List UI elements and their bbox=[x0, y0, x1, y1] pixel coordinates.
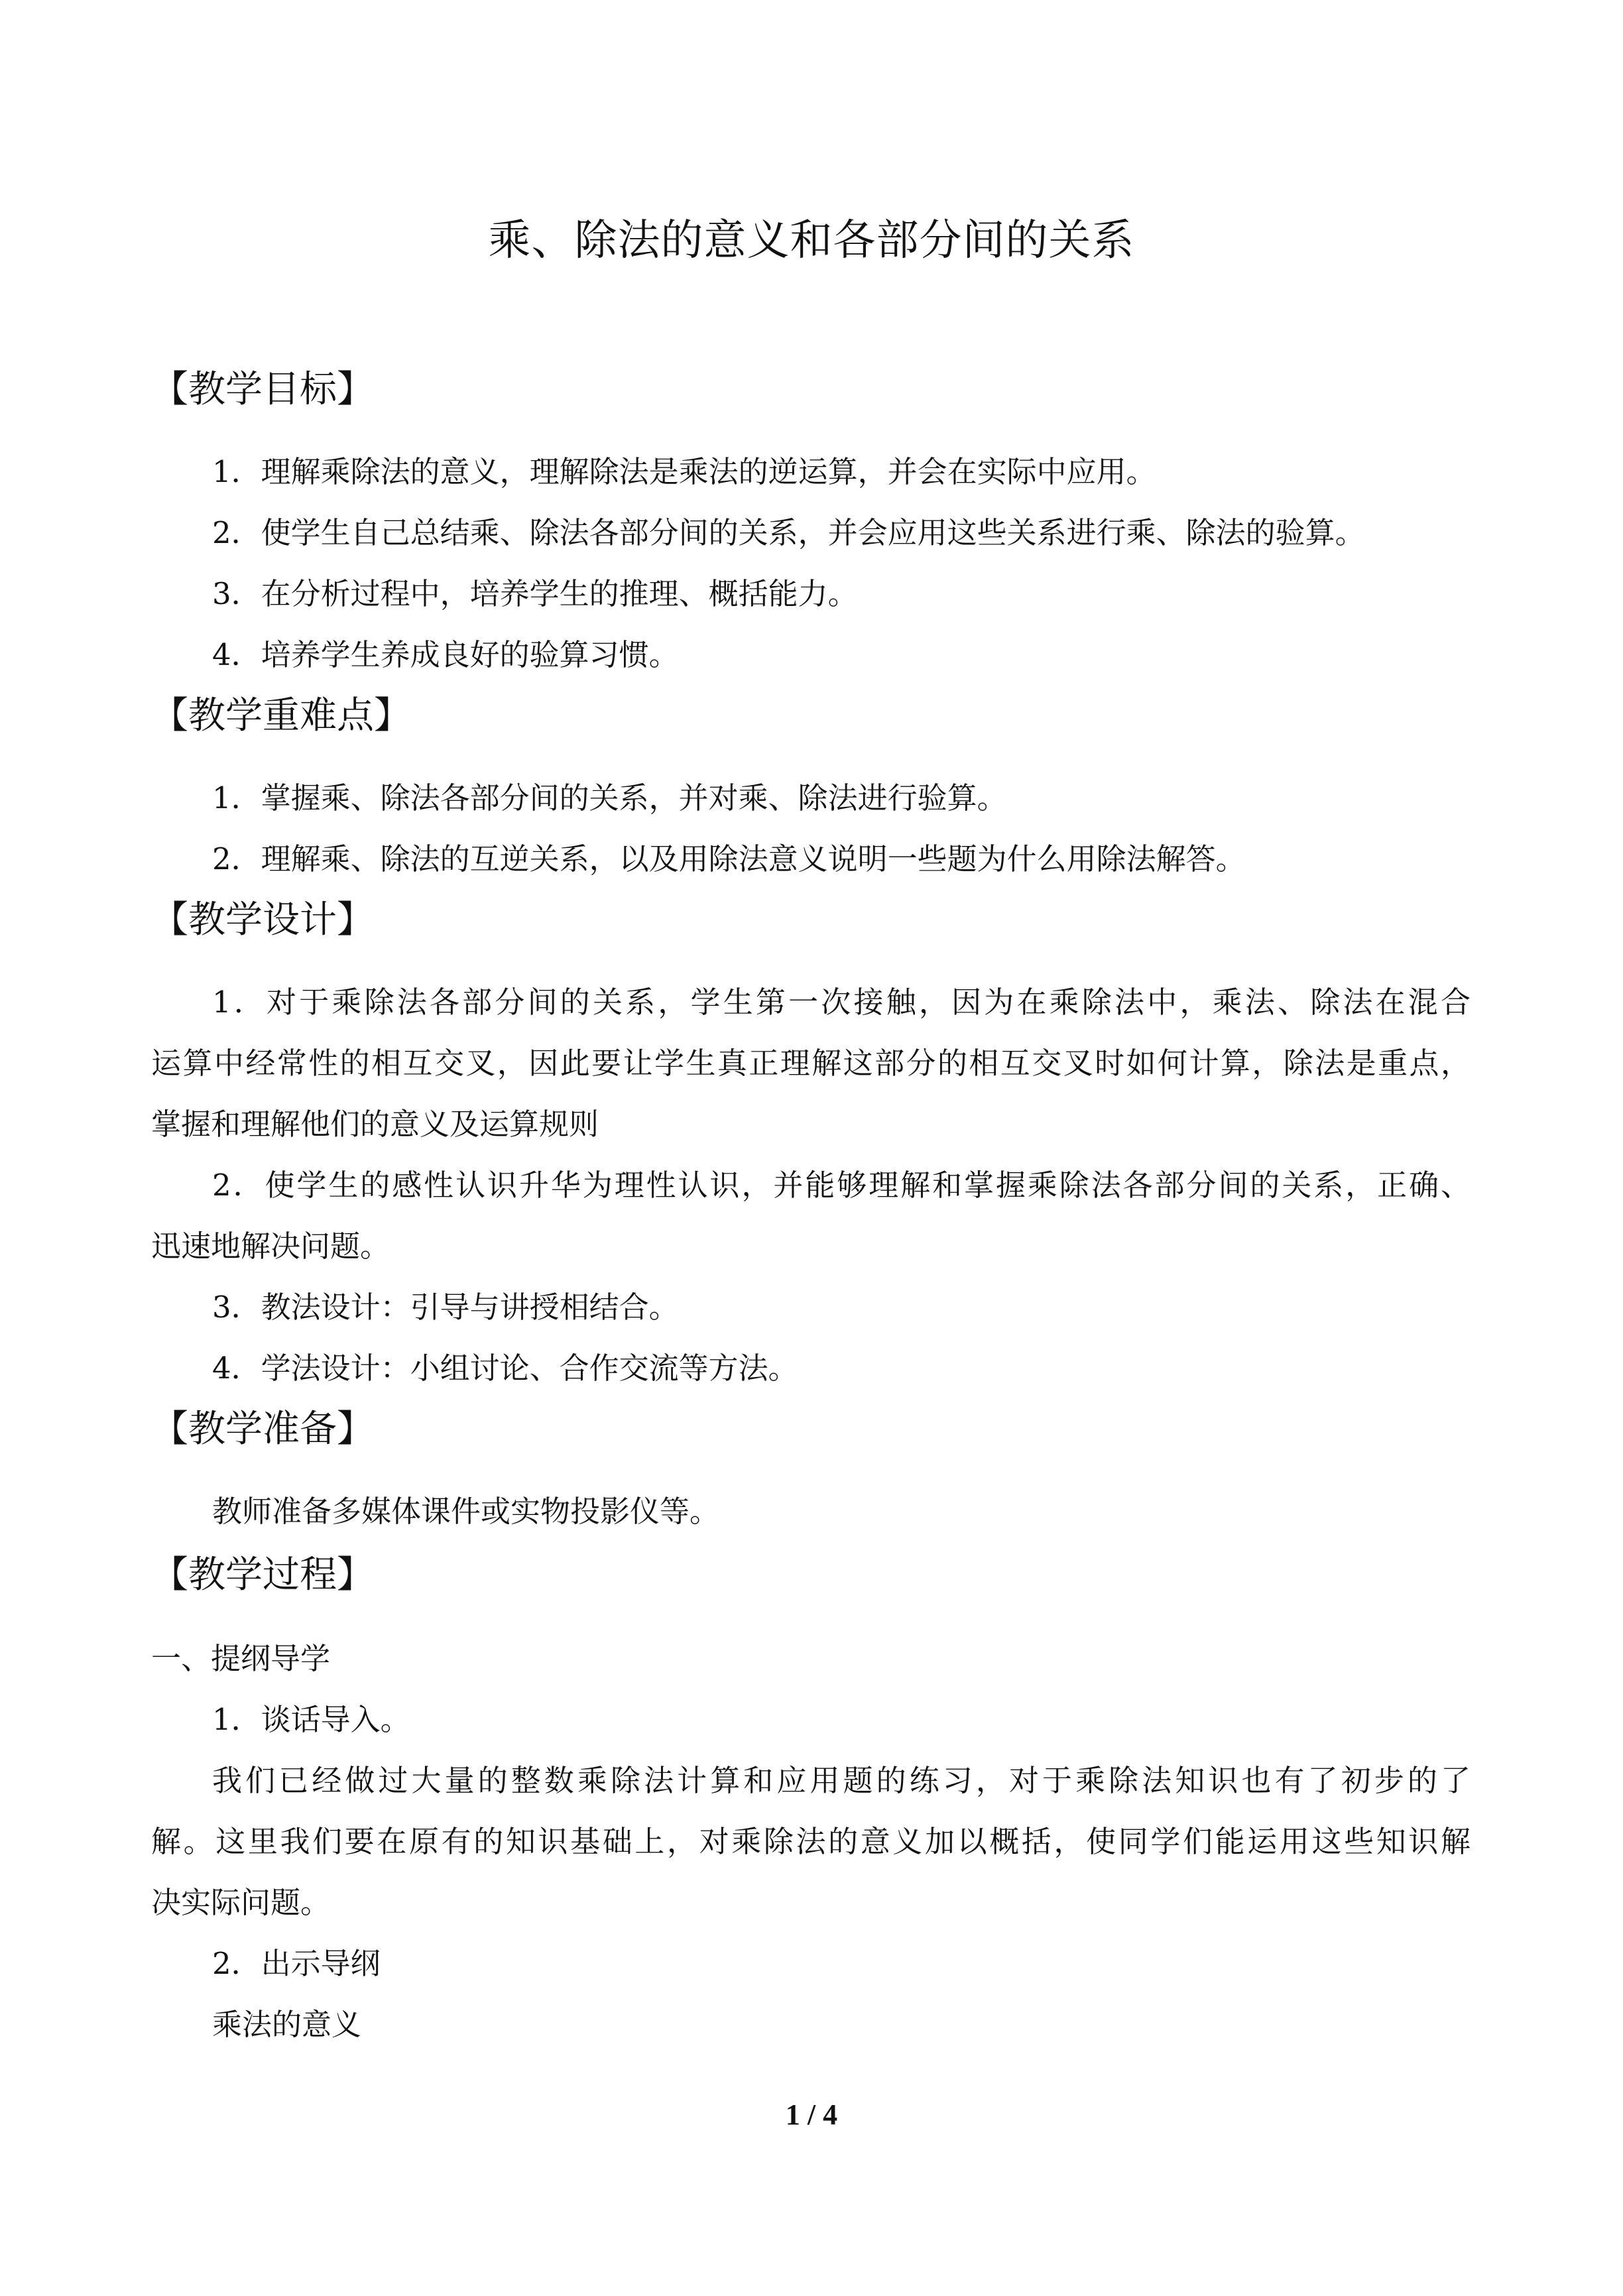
goal-item-4: 4．培养学生养成良好的验算习惯。 bbox=[212, 637, 679, 672]
design-p4: 4．学法设计：小组讨论、合作交流等方法。 bbox=[212, 1351, 798, 1386]
keypoint-item-1: 1．掌握乘、除法各部分间的关系，并对乘、除法进行验算。 bbox=[212, 780, 1007, 816]
goal-item-3: 3．在分析过程中，培养学生的推理、概括能力。 bbox=[212, 576, 858, 611]
heading-key-points: 【教学重难点】 bbox=[151, 694, 411, 737]
design-p2-line-1: 2．使学生的感性认识升华为理性认识，并能够理解和掌握乘除法各部分间的关系，正确、 bbox=[212, 1168, 1471, 1203]
goal-item-1: 1．理解乘除法的意义，理解除法是乘法的逆运算，并会在实际中应用。 bbox=[212, 454, 1156, 489]
heading-teaching-process: 【教学过程】 bbox=[151, 1553, 374, 1597]
page-number: 1 / 4 bbox=[785, 2098, 838, 2131]
design-p2-line-2: 迅速地解决问题。 bbox=[151, 1229, 391, 1264]
process-step-1: 1．谈话导入。 bbox=[212, 1702, 410, 1737]
process-last-line: 乘法的意义 bbox=[212, 2007, 362, 2042]
design-p1-line-2: 运算中经常性的相互交叉，因此要让学生真正理解这部分的相互交叉时如何计算，除法是重点， bbox=[151, 1046, 1471, 1081]
heading-teaching-design: 【教学设计】 bbox=[151, 898, 374, 941]
prep-text: 教师准备多媒体课件或实物投影仪等。 bbox=[212, 1494, 720, 1529]
process-part-1: 一、提纲导学 bbox=[151, 1641, 331, 1676]
page-title: 乘、除法的意义和各部分间的关系 bbox=[488, 216, 1135, 265]
heading-teaching-prep: 【教学准备】 bbox=[151, 1408, 374, 1451]
design-p1-line-1: 1．对于乘除法各部分间的关系，学生第一次接触，因为在乘除法中，乘法、除法在混合 bbox=[212, 985, 1471, 1020]
goal-item-2: 2．使学生自己总结乘、除法各部分间的关系，并会应用这些关系进行乘、除法的验算。 bbox=[212, 515, 1365, 550]
heading-teaching-goals: 【教学目标】 bbox=[151, 368, 374, 411]
design-p1-line-3: 掌握和理解他们的意义及运算规则 bbox=[151, 1107, 599, 1142]
process-intro-line-3: 决实际问题。 bbox=[151, 1885, 331, 1920]
process-intro-line-2: 解。这里我们要在原有的知识基础上，对乘除法的意义加以概括，使同学们能运用这些知识解 bbox=[151, 1824, 1471, 1859]
design-p3: 3．教法设计：引导与讲授相结合。 bbox=[212, 1290, 679, 1325]
process-step-2: 2．出示导纲 bbox=[212, 1946, 381, 1981]
process-intro-line-1: 我们已经做过大量的整数乘除法计算和应用题的练习，对于乘除法知识也有了初步的了 bbox=[212, 1763, 1471, 1798]
keypoint-item-2: 2．理解乘、除法的互逆关系，以及用除法意义说明一些题为什么用除法解答。 bbox=[212, 841, 1246, 876]
